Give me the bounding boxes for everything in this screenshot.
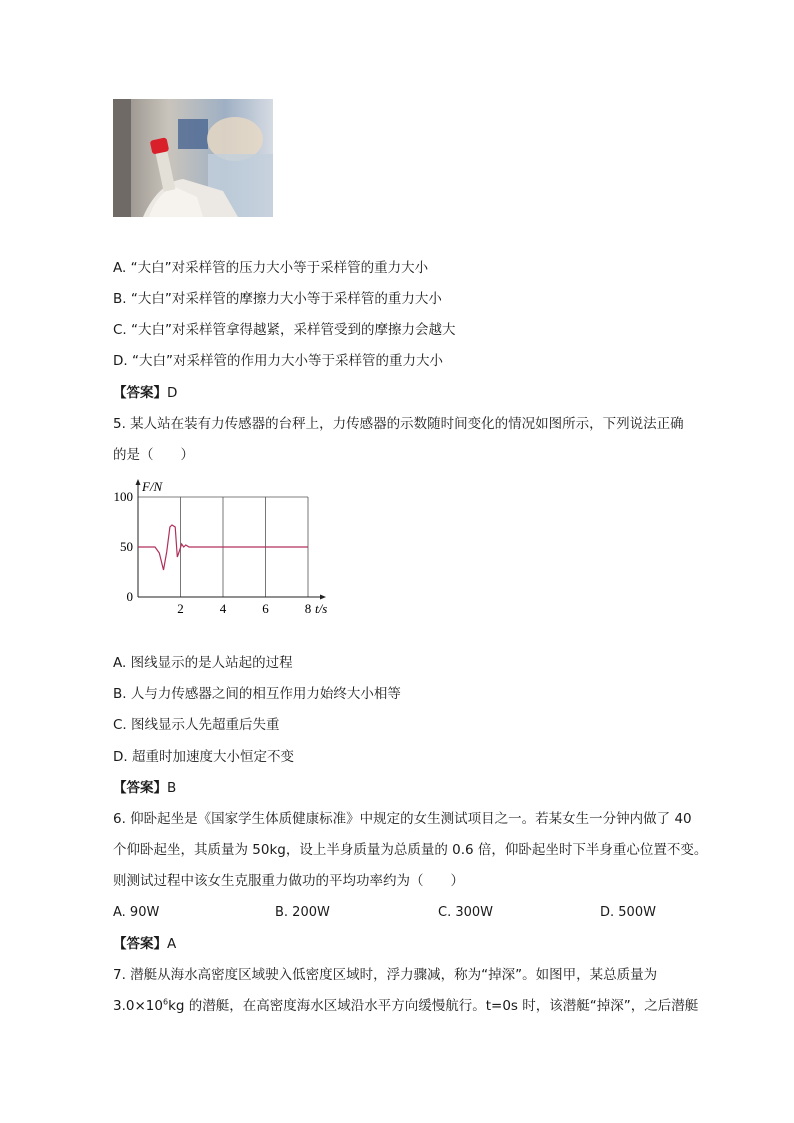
answer-label: 【答案】 (113, 385, 167, 401)
q6-option-d: D. 500W (600, 905, 656, 920)
mass-exponent: 6 (162, 997, 169, 1007)
q6-stem-line-1: 6. 仰卧起坐是《国家学生体质健康标准》中规定的女生测试项目之一。若某女生一分钟内做了 40 (113, 811, 692, 827)
y-tick-label: 0 (126, 589, 133, 604)
answer-label: 【答案】 (113, 936, 167, 952)
q6-stem-line-2: 个仰卧起坐，其质量为 50kg，设上半身质量为总质量的 0.6 倍，仰卧起坐时下半身重心位置不变。 (113, 842, 708, 858)
q4-option-a: A. “大白”对采样管的压力大小等于采样管的重力大小 (113, 260, 429, 276)
x-tick-label: 6 (262, 601, 269, 616)
y-tick-label: 100 (113, 489, 133, 504)
q6-option-b: B. 200W (275, 905, 330, 920)
q4-option-d: D. “大白”对采样管的作用力大小等于采样管的重力大小 (113, 353, 443, 369)
q7-stem-line-2 (113, 997, 698, 1015)
q6-option-c: C. 300W (438, 905, 494, 920)
x-tick-label: 8 (304, 601, 312, 616)
q7-line-2-rest: kg 的潜艇，在高密度海水区域沿水平方向缓慢航行。t=0s 时，该潜艇“掉深”，之后潜艇 (168, 998, 699, 1014)
q5-answer (113, 779, 176, 797)
q4-option-c: C. “大白”对采样管拿得越紧，采样管受到的摩擦力会越大 (113, 322, 456, 338)
y-axis-label: F/N (142, 479, 163, 494)
q5-option-c: C. 图线显示人先超重后失重 (113, 717, 280, 733)
q7-stem-line-1: 7. 潜艇从海水高密度区域驶入低密度区域时，浮力骤减，称为“掉深”。如图甲，某总质量为 (113, 967, 658, 983)
q4-option-b: B. “大白”对采样管的摩擦力大小等于采样管的重力大小 (113, 291, 442, 307)
answer-value: B (167, 780, 177, 796)
q5-option-d: D. 超重时加速度大小恒定不变 (113, 749, 294, 765)
force-time-chart (113, 476, 343, 616)
answer-label: 【答案】 (113, 780, 167, 796)
q6-stem-line-3: 则测试过程中该女生克服重力做功的平均功率约为（ ） (113, 873, 464, 889)
q5-option-b: B. 人与力传感器之间的相互作用力始终大小相等 (113, 686, 401, 702)
x-axis-arrow (320, 595, 326, 600)
x-tick-labels (177, 601, 311, 616)
y-tick-labels (114, 489, 134, 604)
answer-value: A (167, 936, 177, 952)
y-tick-label: 50 (120, 539, 133, 554)
x-axis-label: t/s (315, 601, 328, 616)
mass-coefficient: 3.0×10 (113, 998, 163, 1014)
q5-stem-line-2: 的是（ ） (113, 447, 194, 463)
x-tick-label: 2 (177, 601, 184, 616)
y-axis-arrow (136, 479, 141, 485)
x-tick-label: 4 (219, 601, 227, 616)
q4-answer (113, 384, 177, 402)
q6-option-a: A. 90W (113, 905, 160, 920)
q6-answer (113, 935, 176, 953)
q5-stem-line-1: 5. 某人站在装有力传感器的台秤上，力传感器的示数随时间变化的情况如图所示，下列说法正确 (113, 416, 684, 432)
q5-option-a: A. 图线显示的是人站起的过程 (113, 655, 293, 671)
answer-value: D (167, 385, 178, 401)
blood-sample-tube-photo (113, 99, 273, 217)
